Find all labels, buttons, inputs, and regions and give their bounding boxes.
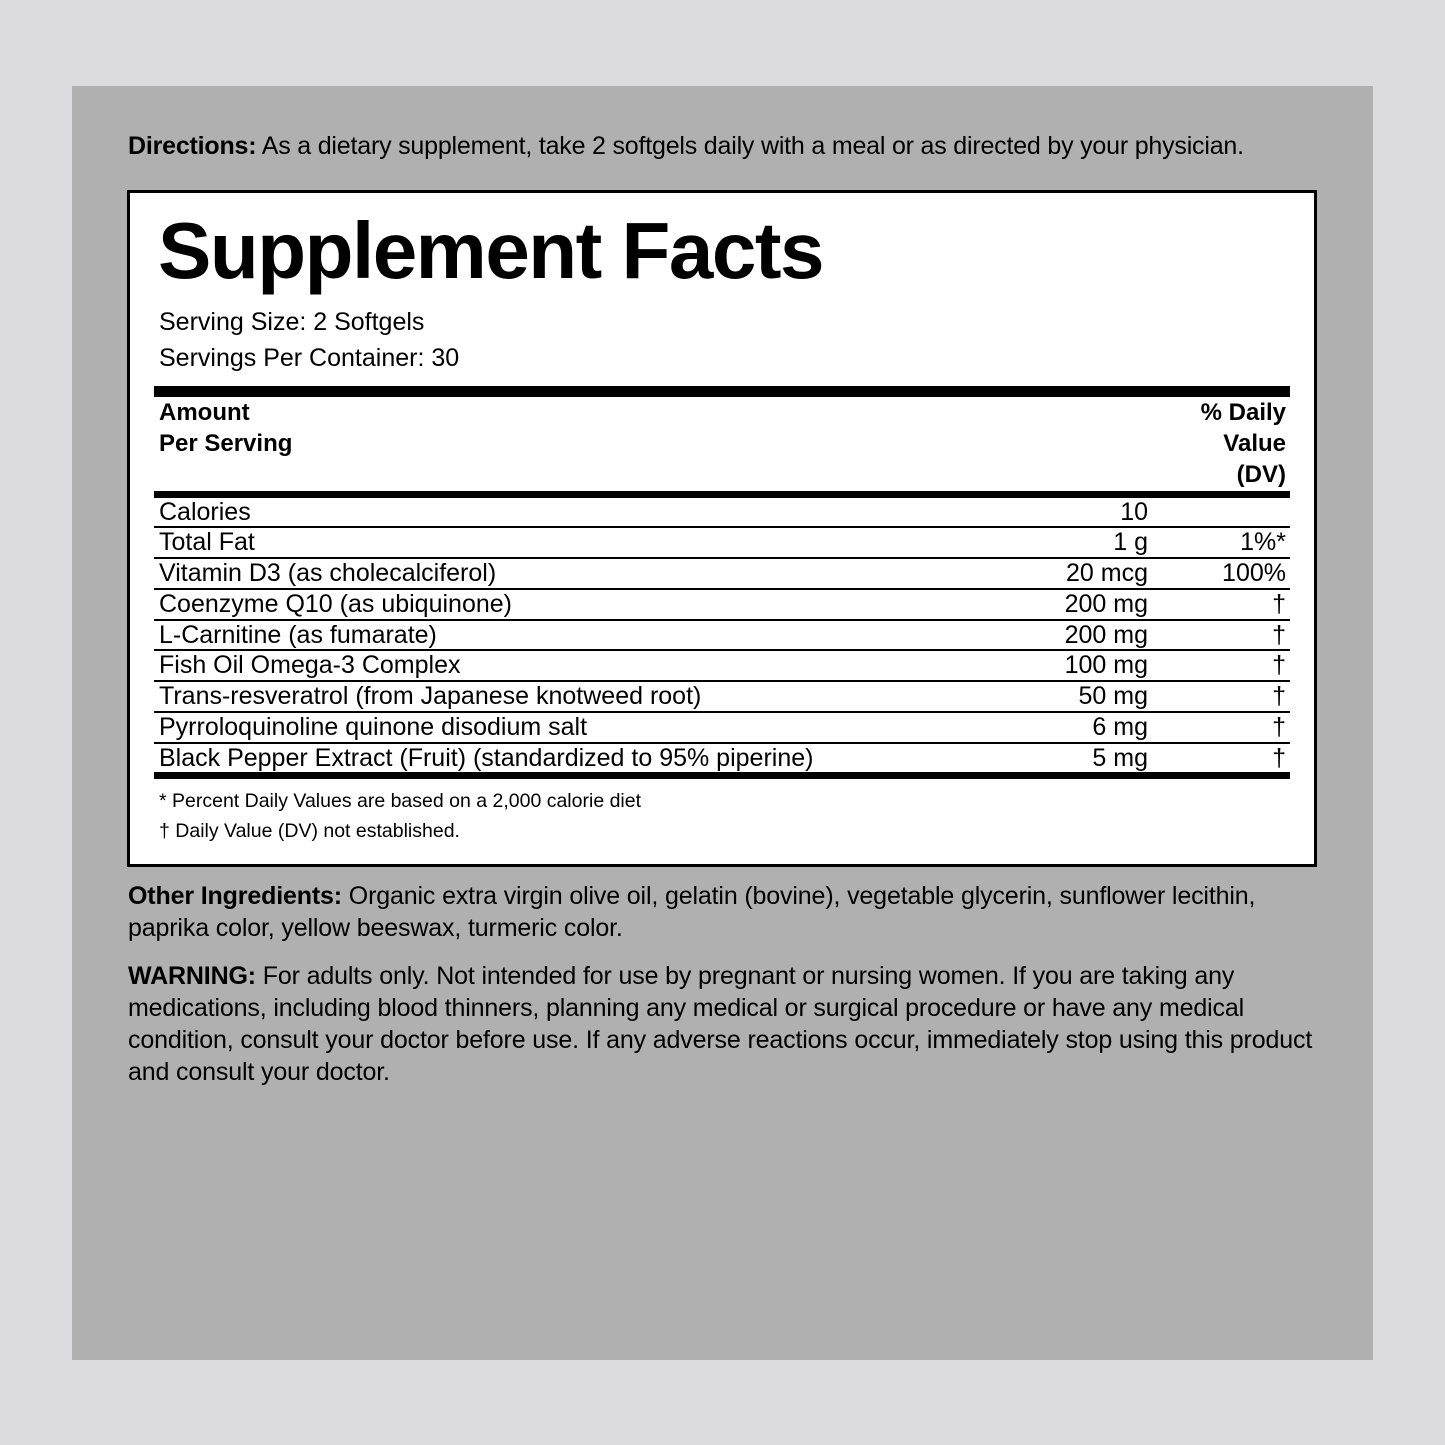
warning-text bbox=[128, 960, 1318, 1088]
divider-under-header bbox=[154, 491, 1290, 498]
nutrient-name: Trans-resveratrol (from Japanese knotweed root) bbox=[154, 681, 998, 712]
daily-value-header bbox=[844, 397, 1290, 491]
serving-size: Serving Size: 2 Softgels bbox=[159, 308, 425, 336]
nutrient-name: Total Fat bbox=[154, 527, 998, 558]
servings-per-container: Servings Per Container: 30 bbox=[159, 343, 460, 372]
warning-label: WARNING: bbox=[128, 961, 256, 990]
other-ingredients-body: Organic extra virgin olive oil, gelatin (bovine), vegetable glycerin, sunflower lecithin, paprika color, yellow beeswax, turmeric color. bbox=[128, 881, 1256, 942]
divider-bottom bbox=[154, 772, 1290, 779]
nutrient-dv: † bbox=[1176, 712, 1290, 743]
amount-per-serving-header bbox=[154, 397, 844, 491]
table-row bbox=[154, 743, 1290, 773]
nutrient-name: Pyrroloquinoline quinone disodium salt bbox=[154, 712, 998, 743]
table-row bbox=[154, 650, 1290, 681]
table-row bbox=[154, 527, 1290, 558]
footnote-dagger: † Daily Value (DV) not established. bbox=[159, 820, 460, 842]
nutrient-dv: † bbox=[1272, 743, 1286, 772]
table-row bbox=[154, 681, 1290, 712]
directions-label: Directions: bbox=[128, 132, 257, 160]
divider-thick-top bbox=[154, 386, 1290, 397]
nutrient-amount: 10 bbox=[998, 498, 1176, 528]
amount-header-line2: Per Serving bbox=[159, 430, 293, 458]
nutrient-name: Calories bbox=[154, 498, 998, 528]
nutrient-amount: 6 mg bbox=[998, 712, 1176, 743]
nutrient-dv: † bbox=[1176, 589, 1290, 620]
table-row bbox=[154, 558, 1290, 589]
nutrient-dv: † bbox=[1176, 620, 1290, 651]
nutrient-rows-table bbox=[154, 498, 1290, 773]
nutrient-amount: 20 mcg bbox=[998, 558, 1176, 589]
directions-text bbox=[128, 131, 1318, 162]
nutrient-amount: 200 mg bbox=[998, 589, 1176, 620]
nutrient-name: Vitamin D3 (as cholecalciferol) bbox=[154, 558, 998, 589]
dv-header-line2: Value bbox=[1223, 430, 1286, 458]
nutrient-dv: † bbox=[1176, 650, 1290, 681]
nutrient-dv: † bbox=[1176, 681, 1290, 712]
amount-header-line1: Amount bbox=[159, 399, 250, 426]
table-row bbox=[154, 712, 1290, 743]
dv-header-line1: % Daily bbox=[1200, 399, 1286, 426]
nutrient-dv bbox=[1176, 498, 1290, 528]
nutrient-name: Coenzyme Q10 (as ubiquinone) bbox=[154, 589, 998, 620]
nutrient-amount: 5 mg bbox=[1092, 743, 1148, 772]
table-row bbox=[154, 498, 1290, 528]
nutrient-amount: 1 g bbox=[998, 527, 1176, 558]
nutrient-name: Black Pepper Extract (Fruit) (standardized to 95% piperine) bbox=[159, 743, 814, 772]
nutrient-name: Fish Oil Omega-3 Complex bbox=[154, 650, 998, 681]
table-row bbox=[154, 589, 1290, 620]
footnote-daily-value: * Percent Daily Values are based on a 2,000 calorie diet bbox=[159, 790, 642, 813]
nutrient-dv: 100% bbox=[1176, 558, 1290, 589]
nutrition-table bbox=[154, 397, 1290, 491]
supplement-facts-box bbox=[127, 190, 1317, 867]
page-title: Supplement Facts bbox=[158, 206, 824, 295]
warning-body: For adults only. Not intended for use by pregnant or nursing women. If you are taking any medications, including blood thinners, planning any medical or surgical procedure or have any medical condition, consult your doctor before use. If any adverse reactions occur, immediately stop using this product and consult your doctor. bbox=[128, 961, 1313, 1086]
nutrient-amount: 200 mg bbox=[998, 620, 1176, 651]
nutrient-name: L-Carnitine (as fumarate) bbox=[154, 620, 998, 651]
nutrient-amount: 50 mg bbox=[998, 681, 1176, 712]
nutrient-amount: 100 mg bbox=[998, 650, 1176, 681]
dv-header-line3: (DV) bbox=[1236, 461, 1286, 489]
table-row bbox=[154, 620, 1290, 651]
table-header-row bbox=[154, 397, 1290, 491]
other-ingredients-text bbox=[128, 880, 1318, 944]
nutrient-dv: 1%* bbox=[1176, 527, 1290, 558]
other-ingredients-label: Other Ingredients: bbox=[128, 881, 342, 910]
directions-body: As a dietary supplement, take 2 softgels daily with a meal or as directed by your physician. bbox=[256, 132, 1244, 160]
